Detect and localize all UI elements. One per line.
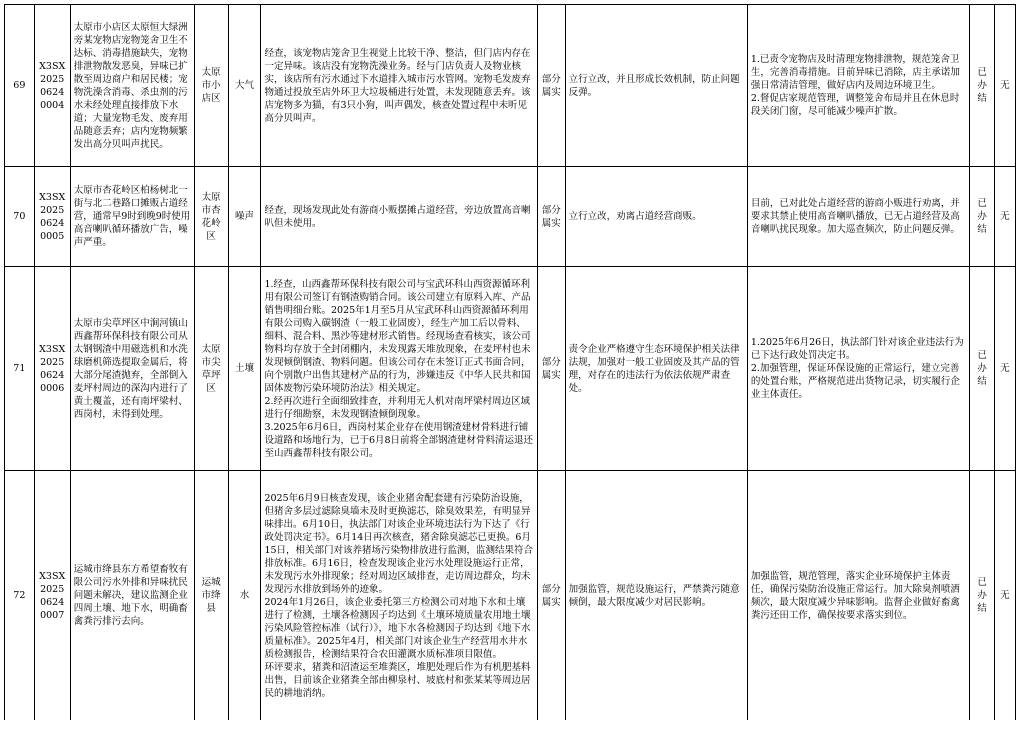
verdict: 部分属实 [538,167,566,267]
handling-result [747,5,970,167]
findings-paragraph: 经查，现场发现此处有游商小贩摆摊占道经营，旁边放置高音喇叭但未使用。 [264,204,531,229]
row-number: 72 [5,471,35,721]
investigation-findings [261,471,538,721]
result-paragraph: 2.督促店家规范管理，调整笼舍布局并且在休息时段关闭门窗，尽可能减少噪声扩散。 [750,93,960,117]
findings-paragraph: 2.经再次进行全面细致排查，并利用无人机对南坪梁村周边区域进行仔细勘察，未发现钢渣倾倒现象。 [264,395,531,420]
result-paragraph: 1.已责令宠物店及时清理宠物排泄物，规范笼舍卫生，完善消毒措施。目前异味已消除，店主承诺加强日常清洁管理，做好店内及周边环境卫生。 [750,54,960,91]
case-code: X3SX202506240004 [34,5,70,167]
verdict: 部分属实 [538,5,566,167]
findings-paragraph: 3.2025年6月6日，西岗村某企业存在使用钢渣建材骨料进行铺设道路和场地行为，已于6月8日前将全部钢渣建材骨料清运退还至山西鑫帮科技有限公司。 [264,421,534,459]
district: 太原市杏花岭区 [194,167,228,267]
table-row [5,471,1016,721]
status: 已办结 [970,167,994,267]
handling-result [747,167,970,267]
status: 已办结 [970,5,994,167]
verdict: 部分属实 [538,267,566,471]
pollution-type: 土壤 [228,267,261,471]
findings-paragraph: 1.经查，山西鑫帮环保科技有限公司与宝武环科山西资源循环利用有限公司签订有钢渣购销合同。该公司建立有原料入库、产品销售明细台账。2025年1月至5月从宝武环科山西资源循环利用有限公司购入碳钢渣（一般工业固废），经生产加工后以骨料、细料、混合料、黑沙等建材形式销售。经现场查看核实，该公司物料均存放于全封闭棚内，未发现露天堆放现象，在麦坪村也未发现倾倒钢渣、物料问题。但该公司存在未签订正式书面合同，向个别散户出售其建材产品的行为，涉嫌违反《中华人民共和国固体废物污染环境防治法》相关规定。 [264,278,531,394]
result-paragraph: 加强监管，规范管理，落实企业环境保护主体责任，确保污染防治设施正常运行。加大除臭剂喷洒频次，最大限度减少异味影响。监督企业做好畜禽粪污还田工作，确保按要求落实到位。 [750,570,960,621]
district: 太原市小店区 [194,5,228,167]
accountability: 无 [994,471,1015,721]
pollution-type: 大气 [228,5,261,167]
complaint-content: 太原市尖草坪区中涧河镇山西鑫帮环保科技有限公司从太钢钢渣中用磁选机和水洗球磨机筛选提取金属后，将大部分尾渣抛弃，全部倒入麦坪村周边的深沟内进行了黄土覆盖，还有南坪梁村、西岗村，未得到处理。 [70,267,194,471]
complaint-table [4,4,1016,720]
case-code: X3SX202506240007 [34,471,70,721]
findings-paragraph: 环评要求，猪粪和沼渣运至堆粪区，堆肥处理后作为有机肥基料出售，目前该企业猪粪全部由柳泉村、坡底村和张某某等周边居民的耕地消纳。 [264,661,531,699]
investigation-findings [261,5,538,167]
table-row [5,5,1016,167]
complaint-content: 运城市绛县东方希望畜牧有限公司污水外排和异味扰民问题未解决，建议监测企业四周土壤、地下水，明确畜禽粪污排污去向。 [70,471,194,721]
district: 太原市尖草坪区 [194,267,228,471]
rectification-measures: 立行立改，并且形成长效机制，防止问题反弹。 [565,5,747,167]
table-row [5,167,1016,267]
case-code: X3SX202506240005 [34,167,70,267]
handling-result [747,267,970,471]
investigation-findings [261,267,538,471]
rectification-measures: 责令企业严格遵守生态环境保护相关法律法规，加强对一般工业固废及其产品的管理，对存在的违法行为依法依规严肃查处。 [565,267,747,471]
case-code: X3SX202506240006 [34,267,70,471]
handling-result [747,471,970,721]
findings-paragraph: 2025年6月9日核查发现，该企业猪舍配套建有污染防治设施，但猪舍多层过滤除臭墙未及时更换滤芯，除臭效果差，有明显异味排出。6月10日，执法部门对该企业环境违法行为下达了《行政处罚决定书》。6月14日再次核查，猪舍除臭滤芯已更换。6月15日，相关部门对该养猪场污染物排放进行监测，监测结果符合排放标准。6月16日，检查发现该企业污水处理设施运行正常，未发现污水外排现象；经对周边区域排查，走访周边群众，均未发现污水排放到场外的迹象。 [264,492,534,595]
row-number: 70 [5,167,35,267]
pollution-type: 水 [228,471,261,721]
row-number: 71 [5,267,35,471]
table-row [5,267,1016,471]
pollution-type: 噪声 [228,167,261,267]
accountability: 无 [994,167,1015,267]
investigation-findings [261,167,538,267]
rectification-measures: 立行立改，劝离占道经营商贩。 [565,167,747,267]
findings-paragraph: 2024年1月26日，该企业委托第三方检测公司对地下水和土壤进行了检测，土壤各检测因子均达到《土壤环境质量农用地土壤污染风险管控标准（试行）》，地下水各检测因子均达到《地下水质量标准》。2025年4月，相关部门对该企业生产经营用水井水质检测报告，检测结果符合农田灌溉水质标准项目限值。 [264,596,531,660]
status: 已办结 [970,267,994,471]
status: 已办结 [970,471,994,721]
complaint-content: 太原市杏花岭区柏杨树北一街与北二巷路口摊贩占道经营，通常早9时到晚9时使用高音喇叭循环播放广告，噪声严重。 [70,167,194,267]
result-paragraph: 1.2025年6月26日，执法部门针对该企业违法行为已下达行政处罚决定书。 [750,337,964,361]
row-number: 69 [5,5,35,167]
district: 运城市绛县 [194,471,228,721]
accountability: 无 [994,5,1015,167]
result-paragraph: 2.加强管理，保证环保设施的正常运行，建立完善的处置台账，严格规范进出货物记录，切实履行企业主体责任。 [750,363,960,400]
findings-paragraph: 经查，该宠物店笼舍卫生视觉上比较干净、整洁，但门店内存在一定异味。该店没有宠物洗澡业务。经与门店负责人及物业核实，该店所有污水通过下水道排入城市污水管网。宠物毛发废弃物通过投放至店外环卫大垃圾桶进行处置，未发现随意丢弃。该店宠物多为猫，有3只小狗，叫声偶发，核查处置过程中未听见高分贝叫声。 [264,47,531,124]
accountability: 无 [994,267,1015,471]
verdict: 部分属实 [538,471,566,721]
complaint-content: 太原市小店区太原恒大绿洲旁某宠物店宠物笼舍卫生不达标、消毒措施缺失，宠物排泄物散发恶臭，异味已扩散至周边商户和居民楼；宠物洗澡含消毒、杀虫剂的污水未经处理直接排放下水道；大量宠物毛发、废弃用品随意丢弃；店内宠物频繁发出高分贝叫声扰民。 [70,5,194,167]
complaint-table-sheet [4,4,1016,720]
result-paragraph: 目前，已对此处占道经营的游商小贩进行劝离，并要求其禁止使用高音喇叭播放，已无占道经营及高音喇叭扰民现象。加大巡查频次，防止问题反弹。 [750,198,960,235]
rectification-measures: 加强监管，规范设施运行，严禁粪污随意倾倒，最大限度减少对居民影响。 [565,471,747,721]
